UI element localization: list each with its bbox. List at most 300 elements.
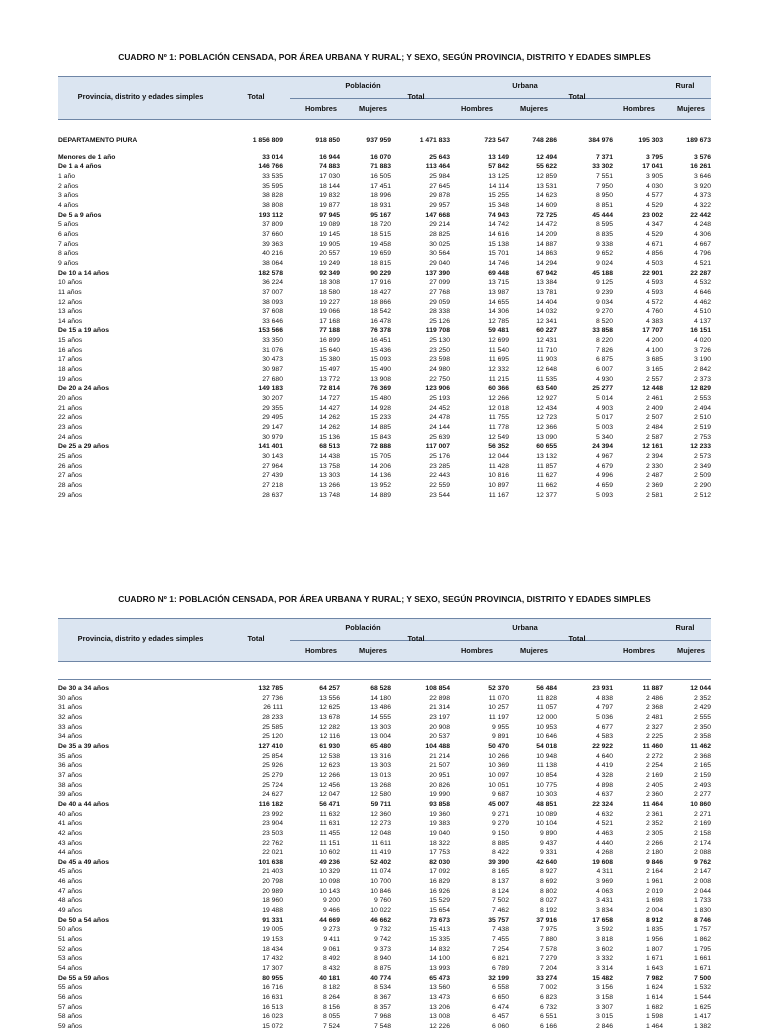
cell-hombres: 17 168 [319, 317, 340, 325]
table-row [58, 752, 711, 762]
cell-rural-hombres: 7 982 [645, 974, 663, 982]
cell-total: 28 637 [262, 491, 283, 499]
cell-urbana-total: 15 413 [429, 926, 450, 934]
cell-rural-mujeres: 2 512 [693, 491, 711, 499]
cell-hombres: 18 144 [319, 182, 340, 190]
row-label: 5 años [58, 221, 79, 229]
cell-rural-total: 4 637 [595, 791, 613, 799]
header-poblacion: Población [345, 623, 381, 632]
cell-urbana-hombres: 6 789 [491, 965, 509, 973]
cell-urbana-mujeres: 9 437 [539, 839, 557, 847]
cell-rural-hombres: 2 486 [645, 694, 663, 702]
cell-urbana-mujeres: 8 027 [539, 897, 557, 905]
cell-urbana-hombres: 11 215 [488, 375, 509, 383]
table-row [58, 839, 711, 849]
cell-urbana-total: 25 176 [429, 453, 450, 460]
table-row [58, 906, 711, 916]
cell-mujeres: 17 916 [370, 279, 391, 287]
table-row [58, 452, 711, 462]
cell-urbana-total: 29 059 [429, 298, 450, 306]
cell-rural-mujeres: 2 509 [693, 472, 711, 480]
cell-urbana-mujeres: 13 132 [536, 453, 557, 460]
cell-urbana-total: 13 206 [429, 1003, 450, 1011]
cell-rural-total: 9 652 [595, 250, 613, 258]
cell-urbana-total: 30 564 [429, 250, 450, 258]
row-label: 6 años [58, 230, 79, 238]
cell-urbana-mujeres: 12 723 [536, 414, 557, 422]
cell-rural-mujeres: 2 169 [693, 820, 711, 828]
cell-mujeres: 12 580 [370, 791, 391, 799]
cell-hombres: 64 257 [319, 685, 340, 692]
cell-urbana-hombres: 10 816 [488, 472, 509, 480]
cell-urbana-total: 14 832 [429, 945, 450, 953]
cell-total: 25 585 [262, 723, 283, 731]
cell-mujeres: 72 888 [370, 443, 391, 451]
cell-rural-mujeres: 1 795 [693, 945, 711, 953]
cell-urbana-total: 18 322 [429, 839, 450, 847]
header-total-rural: Total [568, 92, 586, 101]
cell-mujeres: 71 883 [370, 163, 391, 171]
cell-hombres: 13 556 [319, 694, 340, 702]
cell-rural-mujeres: 2 368 [693, 752, 711, 760]
cell-hombres: 19 249 [319, 259, 340, 267]
cell-total: 23 503 [262, 829, 283, 837]
cell-hombres: 74 883 [319, 163, 340, 171]
cell-total: 18 434 [262, 945, 283, 953]
table-section-2 [58, 594, 711, 1032]
header-hombres-urbana: Hombres [460, 104, 494, 113]
cell-urbana-mujeres: 11 627 [536, 472, 557, 480]
cell-urbana-mujeres: 11 138 [536, 762, 557, 770]
table-row [58, 201, 711, 211]
cell-urbana-total: 65 473 [429, 974, 450, 982]
cell-urbana-hombres: 69 448 [488, 269, 509, 277]
cell-rural-mujeres: 1 382 [693, 1022, 711, 1030]
row-label: 27 años [58, 472, 83, 480]
cell-total: 24 627 [262, 791, 283, 799]
cell-rural-hombres: 12 161 [642, 443, 663, 451]
cell-total: 27 964 [262, 462, 283, 470]
cell-hombres: 8 156 [322, 1003, 340, 1011]
cell-urbana-mujeres: 7 002 [539, 984, 557, 992]
table-row [58, 887, 711, 897]
cell-rural-mujeres: 12 233 [690, 443, 711, 451]
cell-mujeres: 9 732 [373, 926, 391, 934]
cell-rural-hombres: 23 002 [642, 211, 663, 219]
cell-rural-total: 4 268 [595, 849, 613, 857]
cell-urbana-hombres: 6 558 [491, 984, 509, 992]
cell-total: 80 955 [262, 974, 283, 982]
cell-rural-total: 4 898 [595, 781, 613, 789]
cell-mujeres: 13 004 [370, 733, 391, 741]
table-row [58, 182, 711, 192]
cell-rural-total: 3 431 [595, 897, 613, 905]
cell-rural-total: 7 950 [595, 182, 613, 190]
cell-rural-hombres: 4 593 [645, 288, 663, 296]
cell-rural-total: 9 125 [595, 279, 613, 287]
cell-rural-total: 4 659 [595, 481, 613, 489]
cell-rural-mujeres: 4 137 [693, 317, 711, 325]
cell-total: 27 736 [262, 694, 283, 702]
table-section-1 [58, 52, 711, 500]
row-label: 23 años [58, 424, 83, 432]
cell-urbana-mujeres: 6 823 [539, 994, 557, 1001]
cell-urbana-total: 14 100 [429, 955, 450, 963]
row-label: De 1 a 4 años [58, 163, 102, 171]
cell-rural-total: 4 679 [595, 462, 613, 470]
data-table-1 [58, 153, 711, 501]
cell-urbana-total: 22 750 [429, 375, 450, 383]
department-urbana-hombres: 723 547 [484, 137, 509, 144]
table-row [58, 307, 711, 317]
cell-rural-mujeres: 2 358 [693, 733, 711, 741]
row-label: 24 años [58, 433, 83, 441]
cell-mujeres: 15 705 [370, 453, 391, 460]
cell-urbana-hombres: 14 746 [488, 259, 509, 267]
cell-rural-total: 3 818 [595, 936, 613, 944]
cell-total: 40 216 [262, 250, 283, 258]
cell-rural-mujeres: 4 248 [693, 221, 711, 229]
cell-rural-mujeres: 2 174 [693, 839, 711, 847]
cell-total: 101 638 [258, 858, 283, 866]
cell-rural-total: 3 969 [595, 878, 613, 886]
row-label: 12 años [58, 298, 83, 306]
cell-rural-total: 4 328 [595, 771, 613, 779]
department-urbana-total: 1 471 833 [419, 137, 450, 144]
cell-hombres: 15 640 [319, 346, 340, 354]
cell-rural-mujeres: 3 726 [693, 346, 711, 354]
row-label: 53 años [58, 955, 83, 963]
cell-mujeres: 19 458 [370, 240, 391, 248]
cell-rural-hombres: 2 581 [645, 491, 663, 499]
cell-urbana-total: 13 473 [429, 994, 450, 1001]
cell-urbana-mujeres: 10 854 [536, 771, 557, 779]
cell-total: 18 960 [262, 897, 283, 905]
cell-urbana-mujeres: 11 903 [536, 356, 557, 364]
cell-total: 37 608 [262, 308, 283, 316]
row-label: De 20 a 24 años [58, 385, 110, 393]
cell-rural-mujeres: 4 020 [693, 337, 711, 345]
cell-rural-mujeres: 2 373 [693, 375, 711, 383]
cell-hombres: 13 772 [319, 375, 340, 383]
table-row [58, 732, 711, 742]
row-label: 36 años [58, 762, 83, 770]
row-label: 2 años [58, 182, 79, 190]
cell-urbana-total: 23 544 [429, 491, 450, 499]
department-mujeres: 937 959 [366, 137, 391, 144]
cell-urbana-total: 27 645 [429, 182, 450, 190]
cell-urbana-mujeres: 7 204 [539, 965, 557, 973]
table-row [58, 394, 711, 404]
header-hombres-rural: Hombres [622, 646, 656, 655]
row-label: 39 años [58, 791, 83, 799]
cell-rural-total: 17 658 [592, 916, 613, 924]
cell-mujeres: 14 206 [370, 462, 391, 470]
cell-hombres: 14 427 [319, 404, 340, 412]
cell-rural-hombres: 2 360 [645, 791, 663, 799]
cell-mujeres: 15 093 [370, 356, 391, 364]
cell-urbana-hombres: 11 778 [488, 424, 509, 432]
cell-rural-hombres: 1 682 [645, 1003, 663, 1011]
cell-urbana-hombres: 12 266 [488, 395, 509, 403]
cell-rural-hombres: 2 394 [645, 453, 663, 460]
cell-rural-hombres: 4 593 [645, 279, 663, 287]
cell-urbana-total: 23 285 [429, 462, 450, 470]
table-row [58, 172, 711, 182]
cell-urbana-total: 147 668 [425, 211, 450, 219]
cell-hombres: 9 466 [322, 907, 340, 915]
cell-rural-hombres: 4 200 [645, 337, 663, 345]
cell-urbana-total: 20 951 [429, 771, 450, 779]
cell-urbana-hombres: 6 457 [491, 1013, 509, 1021]
row-label: 7 años [58, 240, 79, 248]
cell-hombres: 12 538 [319, 752, 340, 760]
cell-hombres: 13 266 [319, 481, 340, 489]
cell-urbana-hombres: 12 044 [488, 453, 509, 460]
department-label: DEPARTAMENTO PIURA [58, 137, 138, 144]
cell-urbana-hombres: 12 699 [488, 337, 509, 345]
cell-mujeres: 12 360 [370, 810, 391, 818]
cell-mujeres: 13 908 [370, 375, 391, 383]
cell-rural-total: 15 482 [592, 974, 613, 982]
cell-urbana-total: 22 559 [429, 481, 450, 489]
cell-total: 193 112 [258, 211, 283, 219]
cell-urbana-hombres: 14 655 [488, 298, 509, 306]
cell-hombres: 14 727 [319, 395, 340, 403]
cell-urbana-hombres: 15 348 [488, 201, 509, 209]
cell-rural-mujeres: 2 147 [693, 868, 711, 876]
cell-mujeres: 15 843 [370, 433, 391, 441]
cell-mujeres: 8 940 [373, 955, 391, 963]
row-label: 49 años [58, 907, 83, 915]
cell-urbana-total: 29 957 [429, 201, 450, 209]
cell-rural-mujeres: 2 429 [693, 704, 711, 712]
cell-rural-hombres: 2 368 [645, 704, 663, 712]
cell-hombres: 12 456 [319, 781, 340, 789]
cell-mujeres: 16 451 [370, 337, 391, 345]
cell-rural-total: 4 419 [595, 762, 613, 770]
cell-rural-total: 3 158 [595, 994, 613, 1001]
cell-hombres: 19 832 [319, 192, 340, 200]
cell-mujeres: 18 931 [370, 201, 391, 209]
table-row [58, 983, 711, 993]
table-row [58, 298, 711, 308]
department-urbana-mujeres: 748 286 [532, 137, 557, 144]
cell-rural-mujeres: 2 349 [693, 462, 711, 470]
cell-mujeres: 16 478 [370, 317, 391, 325]
row-label: 19 años [58, 375, 83, 383]
cell-urbana-hombres: 10 369 [488, 762, 509, 770]
cell-urbana-hombres: 59 481 [488, 327, 509, 335]
cell-rural-hombres: 2 225 [645, 733, 663, 741]
cell-rural-mujeres: 1 532 [693, 984, 711, 992]
row-label: 50 años [58, 926, 83, 934]
cell-total: 25 854 [262, 752, 283, 760]
cell-rural-total: 5 036 [595, 713, 613, 721]
cell-total: 30 143 [262, 453, 283, 460]
table-row [58, 1022, 711, 1032]
cell-total: 127 410 [258, 742, 283, 750]
table-row [58, 964, 711, 974]
cell-urbana-mujeres: 7 975 [539, 926, 557, 934]
cell-urbana-hombres: 32 199 [488, 974, 509, 982]
cell-mujeres: 18 542 [370, 308, 391, 316]
row-label: 28 años [58, 481, 83, 489]
row-label: 52 años [58, 945, 83, 953]
cell-urbana-total: 13 008 [429, 1013, 450, 1021]
cell-urbana-hombres: 14 306 [488, 308, 509, 316]
cell-rural-total: 4 797 [595, 704, 613, 712]
cell-mujeres: 16 070 [370, 153, 391, 161]
table-row [58, 993, 711, 1003]
cell-mujeres: 16 505 [370, 172, 391, 180]
cell-urbana-total: 23 197 [429, 713, 450, 721]
cell-total: 15 072 [262, 1022, 283, 1030]
cell-total: 33 646 [262, 317, 283, 325]
cell-urbana-hombres: 52 370 [488, 685, 509, 692]
cell-hombres: 9 411 [323, 936, 340, 944]
cell-urbana-hombres: 12 785 [488, 317, 509, 325]
cell-urbana-total: 25 643 [429, 153, 450, 161]
cell-hombres: 44 669 [319, 916, 340, 924]
cell-urbana-total: 22 898 [429, 694, 450, 702]
cell-rural-mujeres: 3 190 [693, 356, 711, 364]
cell-hombres: 9 200 [322, 897, 340, 905]
cell-total: 182 578 [258, 269, 283, 277]
cell-rural-mujeres: 16 261 [690, 163, 711, 171]
cell-urbana-hombres: 8 137 [491, 878, 509, 886]
cell-urbana-total: 29 040 [429, 259, 450, 267]
cell-rural-total: 8 220 [595, 337, 613, 345]
cell-hombres: 10 098 [319, 878, 340, 886]
cell-urbana-hombres: 11 755 [488, 414, 509, 422]
cell-mujeres: 13 486 [370, 704, 391, 712]
cell-rural-total: 3 602 [595, 945, 613, 953]
cell-hombres: 18 580 [319, 288, 340, 296]
row-label: 33 años [58, 723, 83, 731]
cell-rural-mujeres: 12 044 [690, 685, 711, 692]
cell-hombres: 92 349 [319, 269, 340, 277]
cell-rural-total: 3 592 [595, 926, 613, 934]
cell-rural-hombres: 11 460 [642, 742, 663, 750]
cell-total: 39 363 [262, 240, 283, 248]
cell-rural-hombres: 2 487 [645, 472, 663, 480]
cell-mujeres: 46 662 [370, 916, 391, 924]
cell-mujeres: 18 515 [370, 230, 391, 238]
cell-total: 25 926 [262, 762, 283, 770]
cell-urbana-hombres: 8 885 [491, 839, 509, 847]
cell-urbana-mujeres: 14 404 [536, 298, 557, 306]
cell-urbana-mujeres: 60 655 [536, 443, 557, 451]
cell-total: 31 076 [262, 346, 283, 354]
cell-rural-hombres: 2 409 [645, 404, 663, 412]
cell-rural-total: 4 677 [595, 723, 613, 731]
row-label: 59 años [58, 1022, 83, 1030]
cell-urbana-hombres: 56 352 [488, 443, 509, 451]
cell-rural-mujeres: 2 271 [693, 810, 711, 818]
cell-rural-mujeres: 9 762 [693, 858, 711, 866]
header-hombres-rural: Hombres [622, 104, 656, 113]
cell-hombres: 10 329 [319, 868, 340, 876]
cell-urbana-hombres: 9 150 [491, 829, 509, 837]
cell-urbana-hombres: 13 715 [488, 279, 509, 287]
cell-urbana-mujeres: 11 057 [536, 704, 557, 712]
table-row [58, 336, 711, 346]
cell-rural-hombres: 4 760 [645, 308, 663, 316]
cell-urbana-hombres: 7 502 [491, 897, 509, 905]
header-mujeres-poblacion: Mujeres [359, 104, 387, 113]
cell-rural-total: 7 826 [595, 346, 613, 354]
cell-rural-total: 4 463 [595, 829, 613, 837]
cell-total: 33 535 [262, 172, 283, 180]
cell-hombres: 40 181 [319, 974, 340, 982]
cell-urbana-hombres: 14 616 [488, 230, 509, 238]
cell-urbana-mujeres: 12 341 [536, 317, 557, 325]
cell-rural-hombres: 2 507 [645, 414, 663, 422]
table-row [58, 462, 711, 472]
cell-hombres: 16 944 [319, 153, 340, 161]
cell-rural-total: 9 338 [595, 240, 613, 248]
header-mujeres-poblacion: Mujeres [359, 646, 387, 655]
cell-rural-hombres: 2 019 [645, 887, 663, 895]
cell-rural-mujeres: 1 544 [693, 994, 711, 1001]
cell-rural-total: 22 922 [592, 742, 613, 750]
subtotal-row [58, 442, 711, 452]
cell-rural-mujeres: 16 151 [690, 327, 711, 335]
cell-total: 29 355 [262, 404, 283, 412]
cell-rural-total: 9 270 [595, 308, 613, 316]
cell-rural-hombres: 4 503 [645, 259, 663, 267]
cell-urbana-hombres: 15 255 [488, 192, 509, 200]
cell-hombres: 19 877 [319, 201, 340, 209]
cell-total: 30 207 [262, 395, 283, 403]
table-row [58, 713, 711, 723]
cell-urbana-hombres: 11 428 [488, 462, 509, 470]
cell-hombres: 11 151 [319, 839, 340, 847]
cell-urbana-mujeres: 14 863 [536, 250, 557, 258]
cell-rural-total: 23 931 [592, 685, 613, 692]
table-row [58, 355, 711, 365]
cell-hombres: 8 432 [322, 965, 340, 973]
cell-urbana-total: 28 338 [429, 308, 450, 316]
table-header [58, 618, 711, 662]
cell-hombres: 15 380 [319, 356, 340, 364]
cell-total: 22 762 [262, 839, 283, 847]
cell-hombres: 68 513 [319, 443, 340, 451]
cell-urbana-total: 73 673 [429, 916, 450, 924]
table-row [58, 829, 711, 839]
header-mujeres-urbana: Mujeres [520, 104, 548, 113]
cell-total: 21 403 [262, 868, 283, 876]
cell-rural-total: 4 311 [596, 868, 613, 876]
row-label: 51 años [58, 936, 83, 944]
cell-rural-total: 4 440 [595, 839, 613, 847]
subtotal-row [58, 858, 711, 868]
cell-rural-hombres: 9 846 [645, 858, 663, 866]
cell-hombres: 11 455 [319, 829, 340, 837]
cell-urbana-total: 17 753 [429, 849, 450, 857]
cell-hombres: 13 678 [319, 713, 340, 721]
cell-rural-mujeres: 10 860 [690, 800, 711, 808]
cell-rural-total: 6 875 [595, 356, 613, 364]
cell-urbana-mujeres: 56 484 [536, 685, 557, 692]
cell-mujeres: 13 013 [370, 771, 391, 779]
cell-urbana-total: 25 984 [429, 172, 450, 180]
cell-rural-mujeres: 2 044 [693, 887, 711, 895]
cell-rural-mujeres: 1 661 [693, 955, 711, 963]
cell-urbana-mujeres: 42 640 [536, 858, 557, 866]
cell-urbana-mujeres: 6 551 [539, 1013, 557, 1021]
